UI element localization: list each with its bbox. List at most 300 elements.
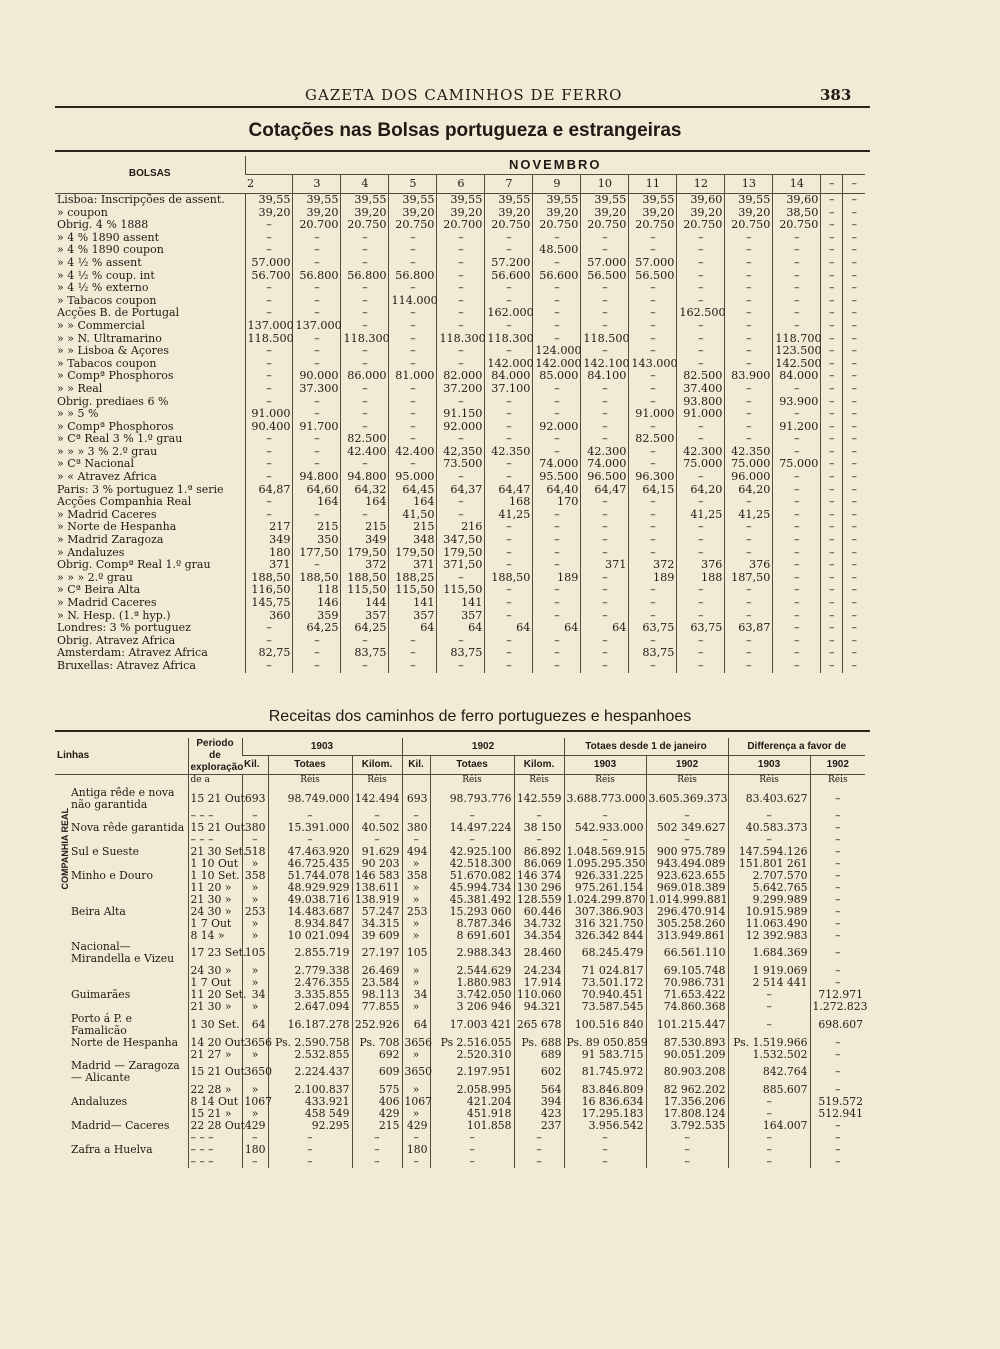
quote-cell: – [245,446,293,459]
quote-cell: 91.000 [677,408,725,421]
value-cell: – [514,1156,564,1168]
quote-cell: – [293,647,341,660]
quote-cell: – [629,446,677,459]
quote-cell: – [485,660,533,673]
quote-cell: – [629,610,677,623]
quote-cell: – [533,282,581,295]
value-cell: 57.247 [352,906,402,918]
value-cell: 71.653.422 [646,989,728,1001]
value-cell: 147.594.126 [728,846,810,858]
quote-cell: 114.000 [389,295,437,308]
period-cell: 1 10 Set. [188,870,242,882]
value-cell: 698.607 [810,1013,865,1037]
quote-cell: – [629,660,677,673]
quote-cell: – [843,320,865,333]
quote-cell: – [821,597,843,610]
quote-cell: 39,20 [485,207,533,220]
quote-cell: 42.400 [341,446,389,459]
quote-cell: – [437,358,485,371]
value-cell: 689 [514,1049,564,1061]
quote-cell: – [629,496,677,509]
value-cell: 80.903.208 [646,1060,728,1084]
quote-cell: – [533,320,581,333]
quote-cell: – [725,521,773,534]
quote-cell: 83,75 [437,647,485,660]
row-label: » 4 ½ % externo [57,281,149,295]
row-label: » » 5 % [57,407,99,421]
quote-cell: – [821,408,843,421]
quote-cell: – [821,370,843,383]
value-cell: 130 296 [514,882,564,894]
quote-cell: – [725,433,773,446]
quote-cell: 38,50 [773,207,821,220]
value-cell: 10.915.989 [728,906,810,918]
value-cell: » [242,977,268,989]
bolsas-table [55,156,865,673]
quote-cell: 20.750 [485,219,533,232]
quote-cell: – [389,358,437,371]
quote-cell: – [293,509,341,522]
quote-cell: 64 [581,622,629,635]
value-cell: – [430,810,514,822]
value-cell: 90.051.209 [646,1049,728,1061]
quote-cell: – [533,446,581,459]
quote-cell: – [437,270,485,283]
quote-cell: 39,20 [629,207,677,220]
quote-cell: 189 [533,572,581,585]
quote-cell: – [821,257,843,270]
value-cell: – [268,1156,352,1168]
quote-cell: – [773,610,821,623]
quote-cell: – [725,610,773,623]
quote-cell: 56.800 [389,270,437,283]
quote-cell: – [629,547,677,560]
value-cell: 458 549 [268,1108,352,1120]
quote-cell: – [581,282,629,295]
line-name: Porto á P. e Famalicão [71,1011,132,1037]
quote-cell: – [821,295,843,308]
quote-cell: 164 [293,496,341,509]
quote-cell: – [821,270,843,283]
table-row [55,1013,865,1037]
row-label: Amsterdam: Atravez Africa [57,646,208,660]
quote-cell: 64,32 [341,484,389,497]
value-cell: 969.018.389 [646,882,728,894]
quote-cell: – [581,307,629,320]
quote-cell: – [581,572,629,585]
value-cell: 27.197 [352,941,402,965]
quote-cell: – [389,282,437,295]
value-cell: 34.354 [514,930,564,942]
quote-cell: – [533,597,581,610]
row-label: Bruxellas: Atravez Africa [57,658,196,672]
value-cell: – [810,1060,865,1084]
value-cell: 46.725.435 [268,858,352,870]
quote-cell: – [389,257,437,270]
value-cell: – [646,1144,728,1156]
value-cell: 712.971 [810,989,865,1001]
quote-cell: – [821,232,843,245]
quote-cell: 118 [293,584,341,597]
quote-cell: – [245,295,293,308]
row-label: » » Lisboa & Açores [57,344,170,358]
quote-cell: 75.000 [677,458,725,471]
value-cell: 60.446 [514,906,564,918]
quote-cell: 56.800 [341,270,389,283]
quote-cell: 20.750 [341,219,389,232]
quote-cell: 118.700 [773,333,821,346]
value-cell: 92.295 [268,1120,352,1132]
quote-cell: 39,55 [293,194,341,207]
line-name: Nova rêde garantida [71,821,185,835]
quote-cell: – [293,635,341,648]
quote-cell: 20.750 [533,219,581,232]
quote-cell: 82.500 [629,433,677,446]
table-row [55,345,865,358]
quote-cell: – [629,421,677,434]
value-cell: » [242,1108,268,1120]
quote-cell: 63,75 [677,622,725,635]
quote-cell: 57.000 [629,257,677,270]
value-cell: » [242,1001,268,1013]
quote-cell: 56.600 [533,270,581,283]
day-header: 10 [581,175,629,194]
quote-cell: 94.800 [341,471,389,484]
period-cell: 21 30 » [188,1001,242,1013]
value-cell: – [810,894,865,906]
period-cell: 17 23 Set. [188,941,242,965]
quote-cell: 179,50 [341,547,389,560]
line-name: Zafra a Huelva [71,1142,153,1156]
col-linhas: Linhas [55,738,188,774]
quote-cell: – [485,320,533,333]
value-cell: » [242,1084,268,1096]
quote-cell: 63,75 [629,622,677,635]
quote-cell: 95.500 [533,471,581,484]
quote-cell: – [843,207,865,220]
value-cell: 16.187.278 [268,1013,352,1037]
quote-cell: 142.500 [773,358,821,371]
row-label: Paris: 3 % portuguez 1.ª serie [57,482,224,496]
quote-cell: – [843,219,865,232]
value-cell: 26.469 [352,965,402,977]
period-cell: 8 14 Out [188,1096,242,1108]
quote-cell: – [843,433,865,446]
value-cell: 42.518.300 [430,858,514,870]
quote-cell: – [843,257,865,270]
value-cell: 3656 [242,1037,268,1049]
value-cell: – [810,822,865,834]
col-kil-1903: Kil. [242,756,268,774]
quote-cell: – [629,635,677,648]
quote-cell: – [725,257,773,270]
quote-cell: 85.000 [533,370,581,383]
quote-cell: – [725,270,773,283]
quote-cell: – [485,547,533,560]
quote-cell: – [821,396,843,409]
quote-cell: – [437,509,485,522]
table-row [55,894,865,906]
quote-cell: – [821,572,843,585]
quote-cell: 162.000 [485,307,533,320]
quote-cell: – [533,408,581,421]
row-label: » » Commercial [57,318,145,332]
quote-cell: – [821,358,843,371]
quote-cell: – [843,458,865,471]
quote-cell: – [843,622,865,635]
value-cell: – [646,1156,728,1168]
quote-cell: – [629,232,677,245]
line-name: Guimarães [71,988,131,1002]
value-cell: 45.994.734 [430,882,514,894]
quote-cell: – [341,408,389,421]
quote-cell: – [843,647,865,660]
quote-cell: – [533,584,581,597]
quote-cell: 37.400 [677,383,725,396]
quote-cell: – [581,295,629,308]
table-row [55,1144,865,1156]
value-cell: 73.501.172 [564,977,646,989]
value-cell: – [352,810,402,822]
quote-cell: – [821,333,843,346]
value-cell: 429 [402,1120,430,1132]
quote-cell: – [773,484,821,497]
value-cell: – [242,834,268,846]
value-cell: – [242,1132,268,1144]
value-cell: – [728,1001,810,1013]
table-row [55,918,865,930]
value-cell: – [430,1156,514,1168]
quote-cell: 64,25 [293,622,341,635]
quote-cell: – [843,534,865,547]
value-cell: 1.272.823 [810,1001,865,1013]
value-cell: – [646,1132,728,1144]
quote-cell: – [389,635,437,648]
value-cell: – [728,1108,810,1120]
value-cell: 2.532.855 [268,1049,352,1061]
line-name [55,1156,188,1168]
table-row [55,660,865,673]
quote-cell: 82.500 [677,370,725,383]
quote-cell: 63,87 [725,622,773,635]
quote-cell: – [533,383,581,396]
value-cell: 502 349.627 [646,822,728,834]
value-cell: 105 [242,941,268,965]
quote-cell: 90.400 [245,421,293,434]
value-cell: 15.391.000 [268,822,352,834]
quote-cell: – [389,396,437,409]
quote-cell: 92.000 [533,421,581,434]
value-cell: – [810,834,865,846]
quote-cell: 137.000 [293,320,341,333]
quote-cell: 180 [245,547,293,560]
line-name: Norte de Hespanha [71,1035,179,1049]
quote-cell: 64,40 [533,484,581,497]
period-cell: 15 21 Out [188,1060,242,1084]
col-diff-1903: 1903 [728,756,810,774]
quote-cell: – [245,383,293,396]
value-cell: 512.941 [810,1108,865,1120]
row-label: Obrig. Atravez Africa [57,633,176,647]
value-cell: 842.764 [728,1060,810,1084]
value-cell: 34.732 [514,918,564,930]
line-name: Andaluzes [71,1095,128,1109]
value-cell: 24.234 [514,965,564,977]
period-cell: 21 30 Set. [188,846,242,858]
quote-cell: 188,50 [293,572,341,585]
value-cell: – [646,834,728,846]
value-cell: 87.530.893 [646,1037,728,1049]
quote-cell: – [389,647,437,660]
quote-cell: – [821,320,843,333]
quote-cell: 115,50 [437,584,485,597]
table-row [55,433,865,446]
quote-cell: – [245,370,293,383]
quote-cell: – [629,383,677,396]
value-cell: 265 678 [514,1013,564,1037]
quote-cell: 118.500 [245,333,293,346]
value-cell: – [514,1144,564,1156]
quote-cell: – [437,433,485,446]
quote-cell: – [677,584,725,597]
value-cell: 1.532.502 [728,1049,810,1061]
quote-cell: – [581,433,629,446]
quote-cell: 91.200 [773,421,821,434]
day-header: 13 [725,175,773,194]
quote-cell: – [293,446,341,459]
quote-cell: – [293,257,341,270]
table-row [55,584,865,597]
value-cell: » [402,977,430,989]
quote-cell: – [677,345,725,358]
quote-cell: 39,55 [581,194,629,207]
quote-cell: – [437,660,485,673]
period-cell: 21 30 » [188,894,242,906]
value-cell: 494 [402,846,430,858]
units-reis: Réis [268,774,352,786]
quote-cell: – [341,320,389,333]
value-cell: – [810,977,865,989]
quote-cell: – [773,534,821,547]
table-row [55,1060,865,1084]
col-1902: 1902 [402,738,564,756]
table-row [55,219,865,232]
quote-cell: 42.350 [485,446,533,459]
col-diff-1902: 1902 [810,756,865,774]
value-cell: – [242,810,268,822]
quote-cell: – [773,647,821,660]
value-cell: – [242,1156,268,1168]
quote-cell: 143.000 [629,358,677,371]
quote-cell: 215 [341,521,389,534]
quote-cell: – [629,307,677,320]
quote-cell: – [843,370,865,383]
quote-cell: – [821,496,843,509]
value-cell: Ps. 688 [514,1037,564,1049]
line-name: Beira Alta [71,904,126,918]
quote-cell: 349 [341,534,389,547]
row-label: » » » 3 % 2.º grau [57,444,158,458]
quote-cell: – [677,534,725,547]
period-cell: – – – [188,1156,242,1168]
quote-cell: – [437,295,485,308]
table-row [55,1037,865,1049]
quote-cell: 64 [485,622,533,635]
quote-cell: 360 [245,610,293,623]
value-cell: 91 583.715 [564,1049,646,1061]
quote-cell: 145,75 [245,597,293,610]
value-cell: 138.611 [352,882,402,894]
value-cell: 15.293 060 [430,906,514,918]
row-label: » Madrid Zaragoza [57,533,164,547]
value-cell: 101.858 [430,1120,514,1132]
value-cell: – [728,1096,810,1108]
value-cell: 138.919 [352,894,402,906]
quote-cell: 37.300 [293,383,341,396]
value-cell: Ps 2.516.055 [430,1037,514,1049]
value-cell: Ps. 89 050.859 [564,1037,646,1049]
value-cell: 86.892 [514,846,564,858]
value-cell: 9.299.989 [728,894,810,906]
quote-cell: – [725,635,773,648]
quote-cell: – [843,295,865,308]
quote-cell: 39,60 [677,194,725,207]
quote-cell: 39,20 [581,207,629,220]
value-cell: 900 975.789 [646,846,728,858]
value-cell: – [352,1144,402,1156]
value-cell: 423 [514,1108,564,1120]
value-cell: 2.197.951 [430,1060,514,1084]
quote-cell: 91.150 [437,408,485,421]
quote-cell: – [629,597,677,610]
quote-cell: 216 [437,521,485,534]
quote-cell: – [245,433,293,446]
period-cell: 15 21 Out [188,787,242,811]
quote-cell: – [843,484,865,497]
row-label: » Cª Nacional [57,457,135,471]
quote-cell: – [677,610,725,623]
quote-cell: 64 [533,622,581,635]
value-cell: – [430,1132,514,1144]
quote-cell: – [581,396,629,409]
quote-cell: – [629,282,677,295]
quote-cell: 84.000 [773,370,821,383]
quote-cell: – [725,358,773,371]
quote-cell: – [293,559,341,572]
value-cell: 12 392.983 [728,930,810,942]
value-cell: 358 [402,870,430,882]
quote-cell: – [843,572,865,585]
value-cell: 51.670.082 [430,870,514,882]
bolsas-title: Cotações nas Bolsas portugueza e estrangeiras [248,120,682,141]
quote-cell: – [485,635,533,648]
quote-cell: – [245,622,293,635]
quote-cell: – [389,232,437,245]
quote-cell: – [533,610,581,623]
quote-cell: 359 [293,610,341,623]
value-cell: – [402,1132,430,1144]
value-cell: » [242,930,268,942]
value-cell: 296.470.914 [646,906,728,918]
quote-cell: 41,50 [389,509,437,522]
day-header: 3 [293,175,341,194]
quote-cell: – [437,635,485,648]
quote-cell: – [293,433,341,446]
value-cell: 146 583 [352,870,402,882]
period-cell: – – – [188,810,242,822]
quote-cell: – [821,647,843,660]
quote-cell: 39,55 [629,194,677,207]
